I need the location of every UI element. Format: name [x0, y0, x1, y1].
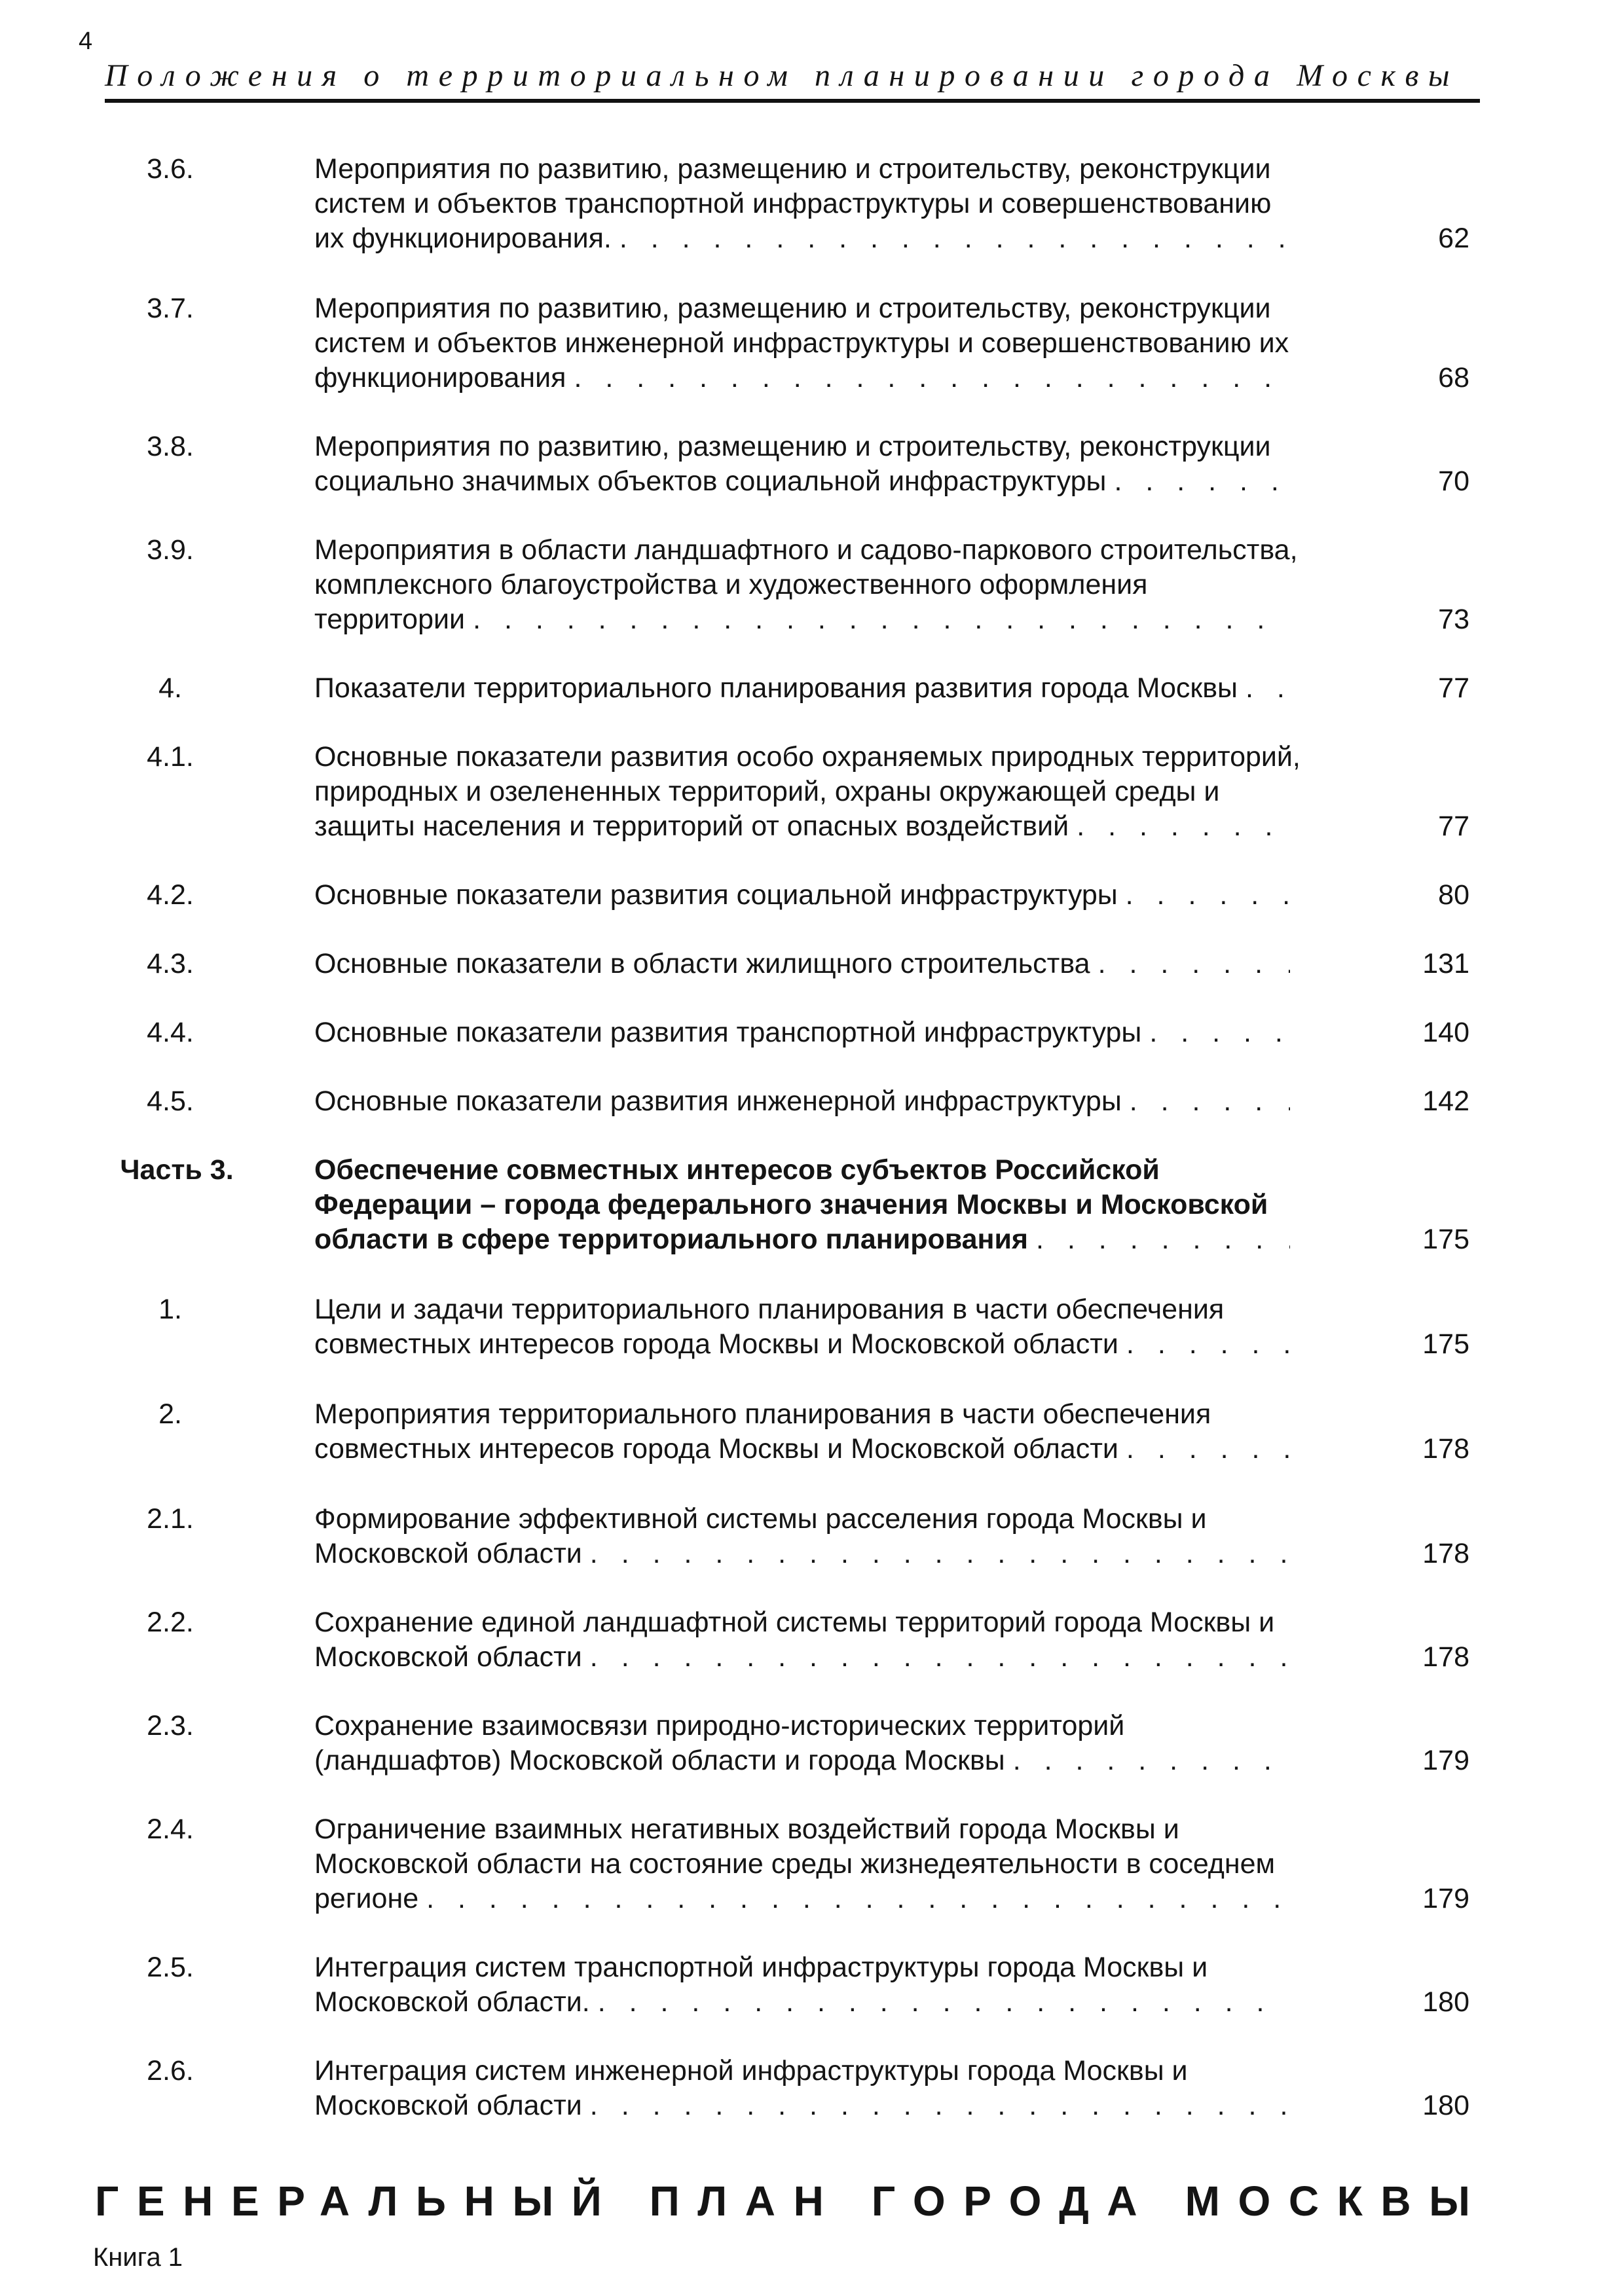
- toc-entry-title-line: Основные показатели развития особо охраняемых природных территорий,: [314, 741, 1301, 773]
- toc-entry-page-number: 140: [1422, 1017, 1469, 1048]
- toc-entry-page-number: 180: [1422, 1986, 1469, 2018]
- toc-entry-title-line: Московской области на состояние среды жизнедеятельности в соседнем: [314, 1848, 1276, 1880]
- toc-entry-title-line: Федерации – города федерального значения Москвы и Московской: [314, 1189, 1268, 1220]
- toc-entry-page-number: 178: [1422, 1641, 1469, 1673]
- toc-entry-title-line: совместных интересов города Москвы и Московской области: [314, 1433, 1118, 1465]
- toc-entry-title-line: Мероприятия в области ландшафтного и садово-паркового строительства,: [314, 534, 1298, 566]
- toc-entry-page-number: 80: [1438, 879, 1469, 911]
- toc-entry-number: 2.: [158, 1398, 182, 1430]
- book-label: Книга 1: [93, 2243, 183, 2272]
- toc-entry-title-line: Московской области.: [314, 1986, 590, 2018]
- toc-entry-title-line: систем и объектов транспортной инфраструктуры и совершенствованию: [314, 188, 1272, 219]
- toc-entry[interactable]: [0, 533, 1624, 637]
- dot-leader: [612, 221, 1290, 256]
- toc-entry-title-line: комплексного благоустройства и художественного оформления: [314, 569, 1148, 600]
- dot-leader: [1106, 464, 1290, 499]
- toc-entry-title-line: природных и озелененных территорий, охраны окружающей среды и: [314, 776, 1220, 807]
- toc-entry-title-line: Основные показатели развития инженерной инфраструктуры: [314, 1085, 1122, 1117]
- toc-entry-title-line: Московской области: [314, 1538, 582, 1569]
- toc-entry-number: 4.2.: [147, 879, 194, 911]
- toc-entry-title-line: социально значимых объектов социальной инфраструктуры: [314, 465, 1107, 497]
- toc-entry-number: 3.6.: [147, 153, 194, 185]
- toc-entry-number: Часть 3.: [120, 1154, 234, 1186]
- toc-entry-title-line: Основные показатели в области жилищного строительства: [314, 948, 1090, 979]
- dot-leader: [566, 361, 1290, 395]
- toc-entry-page-number: 175: [1422, 1328, 1469, 1360]
- toc-entry-title-line: систем и объектов инженерной инфраструктуры и совершенствованию их: [314, 327, 1289, 359]
- toc-entry[interactable]: [0, 1153, 1624, 1257]
- toc-entry-title-line: Обеспечение совместных интересов субъектов Российской: [314, 1154, 1160, 1186]
- toc-entry-title-line: Московской области: [314, 1641, 582, 1673]
- toc-entry-page-number: 70: [1438, 465, 1469, 497]
- toc-entry[interactable]: [0, 1084, 1624, 1119]
- dot-leader: [1005, 1743, 1290, 1778]
- toc-entry-title-line: их функционирования.: [314, 223, 612, 254]
- toc-entry-title-line: Мероприятия по развитию, размещению и строительству, реконструкции: [314, 153, 1271, 185]
- toc-entry-number: 4.5.: [147, 1085, 194, 1117]
- toc-entry-number: 2.1.: [147, 1503, 194, 1535]
- toc-entry-page-number: 77: [1438, 672, 1469, 704]
- dot-leader: [590, 1985, 1290, 2020]
- table-of-contents: [0, 152, 1624, 2123]
- toc-entry[interactable]: [0, 1605, 1624, 1675]
- toc-entry-number: 4.3.: [147, 948, 194, 979]
- toc-entry[interactable]: [0, 1812, 1624, 1916]
- toc-entry-number: 3.7.: [147, 293, 194, 324]
- dot-leader: [465, 602, 1290, 637]
- toc-entry-number: 2.4.: [147, 1813, 194, 1845]
- toc-entry-page-number: 179: [1422, 1745, 1469, 1776]
- toc-entry-page-number: 62: [1438, 223, 1469, 254]
- toc-entry-page-number: 180: [1422, 2090, 1469, 2121]
- toc-entry-title-line: Формирование эффективной системы расселения города Москвы и: [314, 1503, 1207, 1535]
- toc-entry-page-number: 73: [1438, 604, 1469, 635]
- toc-entry[interactable]: [0, 2054, 1624, 2123]
- toc-entry-page-number: 142: [1422, 1085, 1469, 1117]
- dot-leader: [1238, 671, 1290, 706]
- dot-leader: [1118, 1327, 1290, 1362]
- toc-entry-page-number: 131: [1422, 948, 1469, 979]
- toc-entry[interactable]: [0, 429, 1624, 499]
- toc-entry-title-line: функционирования: [314, 362, 566, 393]
- toc-entry-page-number: 68: [1438, 362, 1469, 393]
- page-number: 4: [79, 27, 93, 55]
- dot-leader: [582, 1640, 1290, 1675]
- toc-entry-number: 4.: [158, 672, 182, 704]
- toc-entry[interactable]: [0, 671, 1624, 706]
- dot-leader: [582, 1537, 1290, 1571]
- toc-entry-title-line: Показатели территориального планирования развития города Москвы: [314, 672, 1238, 704]
- toc-entry-number: 4.4.: [147, 1017, 194, 1048]
- dot-leader: [1122, 1084, 1290, 1119]
- toc-entry-title-line: Интеграция систем транспортной инфраструктуры города Москвы и: [314, 1952, 1208, 1983]
- toc-entry-number: 2.6.: [147, 2055, 194, 2086]
- toc-entry-number: 2.5.: [147, 1952, 194, 1983]
- toc-entry-page-number: 175: [1422, 1224, 1469, 1255]
- toc-entry[interactable]: [0, 1397, 1624, 1467]
- toc-entry-title-line: (ландшафтов) Московской области и города Москвы: [314, 1745, 1005, 1776]
- toc-entry-title-line: Мероприятия территориального планирования в части обеспечения: [314, 1398, 1211, 1430]
- toc-entry-title-line: Основные показатели развития транспортной инфраструктуры: [314, 1017, 1142, 1048]
- toc-entry-number: 2.3.: [147, 1710, 194, 1741]
- toc-entry[interactable]: [0, 1709, 1624, 1778]
- toc-entry-title-line: защиты населения и территорий от опасных воздействий: [314, 811, 1069, 842]
- dot-leader: [582, 2088, 1290, 2123]
- toc-entry-page-number: 77: [1438, 811, 1469, 842]
- dot-leader: [1118, 878, 1290, 913]
- dot-leader: [1141, 1015, 1290, 1050]
- toc-entry-title-line: Цели и задачи территориального планирования в части обеспечения: [314, 1294, 1225, 1325]
- toc-entry-title-line: Основные показатели развития социальной инфраструктуры: [314, 879, 1118, 911]
- toc-entry-title-line: Интеграция систем инженерной инфраструктуры города Москвы и: [314, 2055, 1188, 2086]
- dot-leader: [1028, 1222, 1290, 1257]
- footer-title: ГЕНЕРАЛЬНЫЙ ПЛАН ГОРОДА МОСКВЫ: [95, 2178, 1488, 2225]
- toc-entry-title-line: Сохранение взаимосвязи природно-исторических территорий: [314, 1710, 1125, 1741]
- toc-entry-title-line: территории: [314, 604, 466, 635]
- toc-entry[interactable]: [0, 1292, 1624, 1362]
- dot-leader: [418, 1882, 1290, 1916]
- toc-entry-title-line: регионе: [314, 1883, 419, 1914]
- toc-entry-number: 1.: [158, 1294, 182, 1325]
- toc-entry[interactable]: [0, 1502, 1624, 1571]
- header-rule: [105, 99, 1480, 103]
- toc-entry-title-line: Мероприятия по развитию, размещению и строительству, реконструкции: [314, 293, 1271, 324]
- toc-entry[interactable]: [0, 1015, 1624, 1050]
- toc-entry-page-number: 178: [1422, 1538, 1469, 1569]
- dot-leader: [1118, 1432, 1290, 1467]
- toc-entry-title-line: Ограничение взаимных негативных воздействий города Москвы и: [314, 1813, 1179, 1845]
- toc-entry-title-line: совместных интересов города Москвы и Московской области: [314, 1328, 1118, 1360]
- toc-entry-page-number: 179: [1422, 1883, 1469, 1914]
- toc-entry-title-line: области в сфере территориального планирования: [314, 1224, 1029, 1255]
- toc-entry-page-number: 178: [1422, 1433, 1469, 1465]
- toc-entry[interactable]: [0, 947, 1624, 981]
- toc-entry-title-line: Московской области: [314, 2090, 582, 2121]
- toc-entry-number: 2.2.: [147, 1607, 194, 1638]
- toc-entry[interactable]: [0, 152, 1624, 256]
- running-header-title: Положения о территориальном планировании города Москвы: [105, 58, 1460, 93]
- toc-entry-title-line: Сохранение единой ландшафтной системы территорий города Москвы и: [314, 1607, 1275, 1638]
- toc-entry[interactable]: [0, 878, 1624, 913]
- dot-leader: [1069, 809, 1290, 844]
- toc-entry[interactable]: [0, 1950, 1624, 2020]
- toc-entry[interactable]: [0, 740, 1624, 844]
- toc-entry-number: 4.1.: [147, 741, 194, 773]
- toc-entry-number: 3.9.: [147, 534, 194, 566]
- toc-entry-number: 3.8.: [147, 431, 194, 462]
- toc-entry-title-line: Мероприятия по развитию, размещению и строительству, реконструкции: [314, 431, 1271, 462]
- toc-entry[interactable]: [0, 291, 1624, 395]
- dot-leader: [1090, 947, 1290, 981]
